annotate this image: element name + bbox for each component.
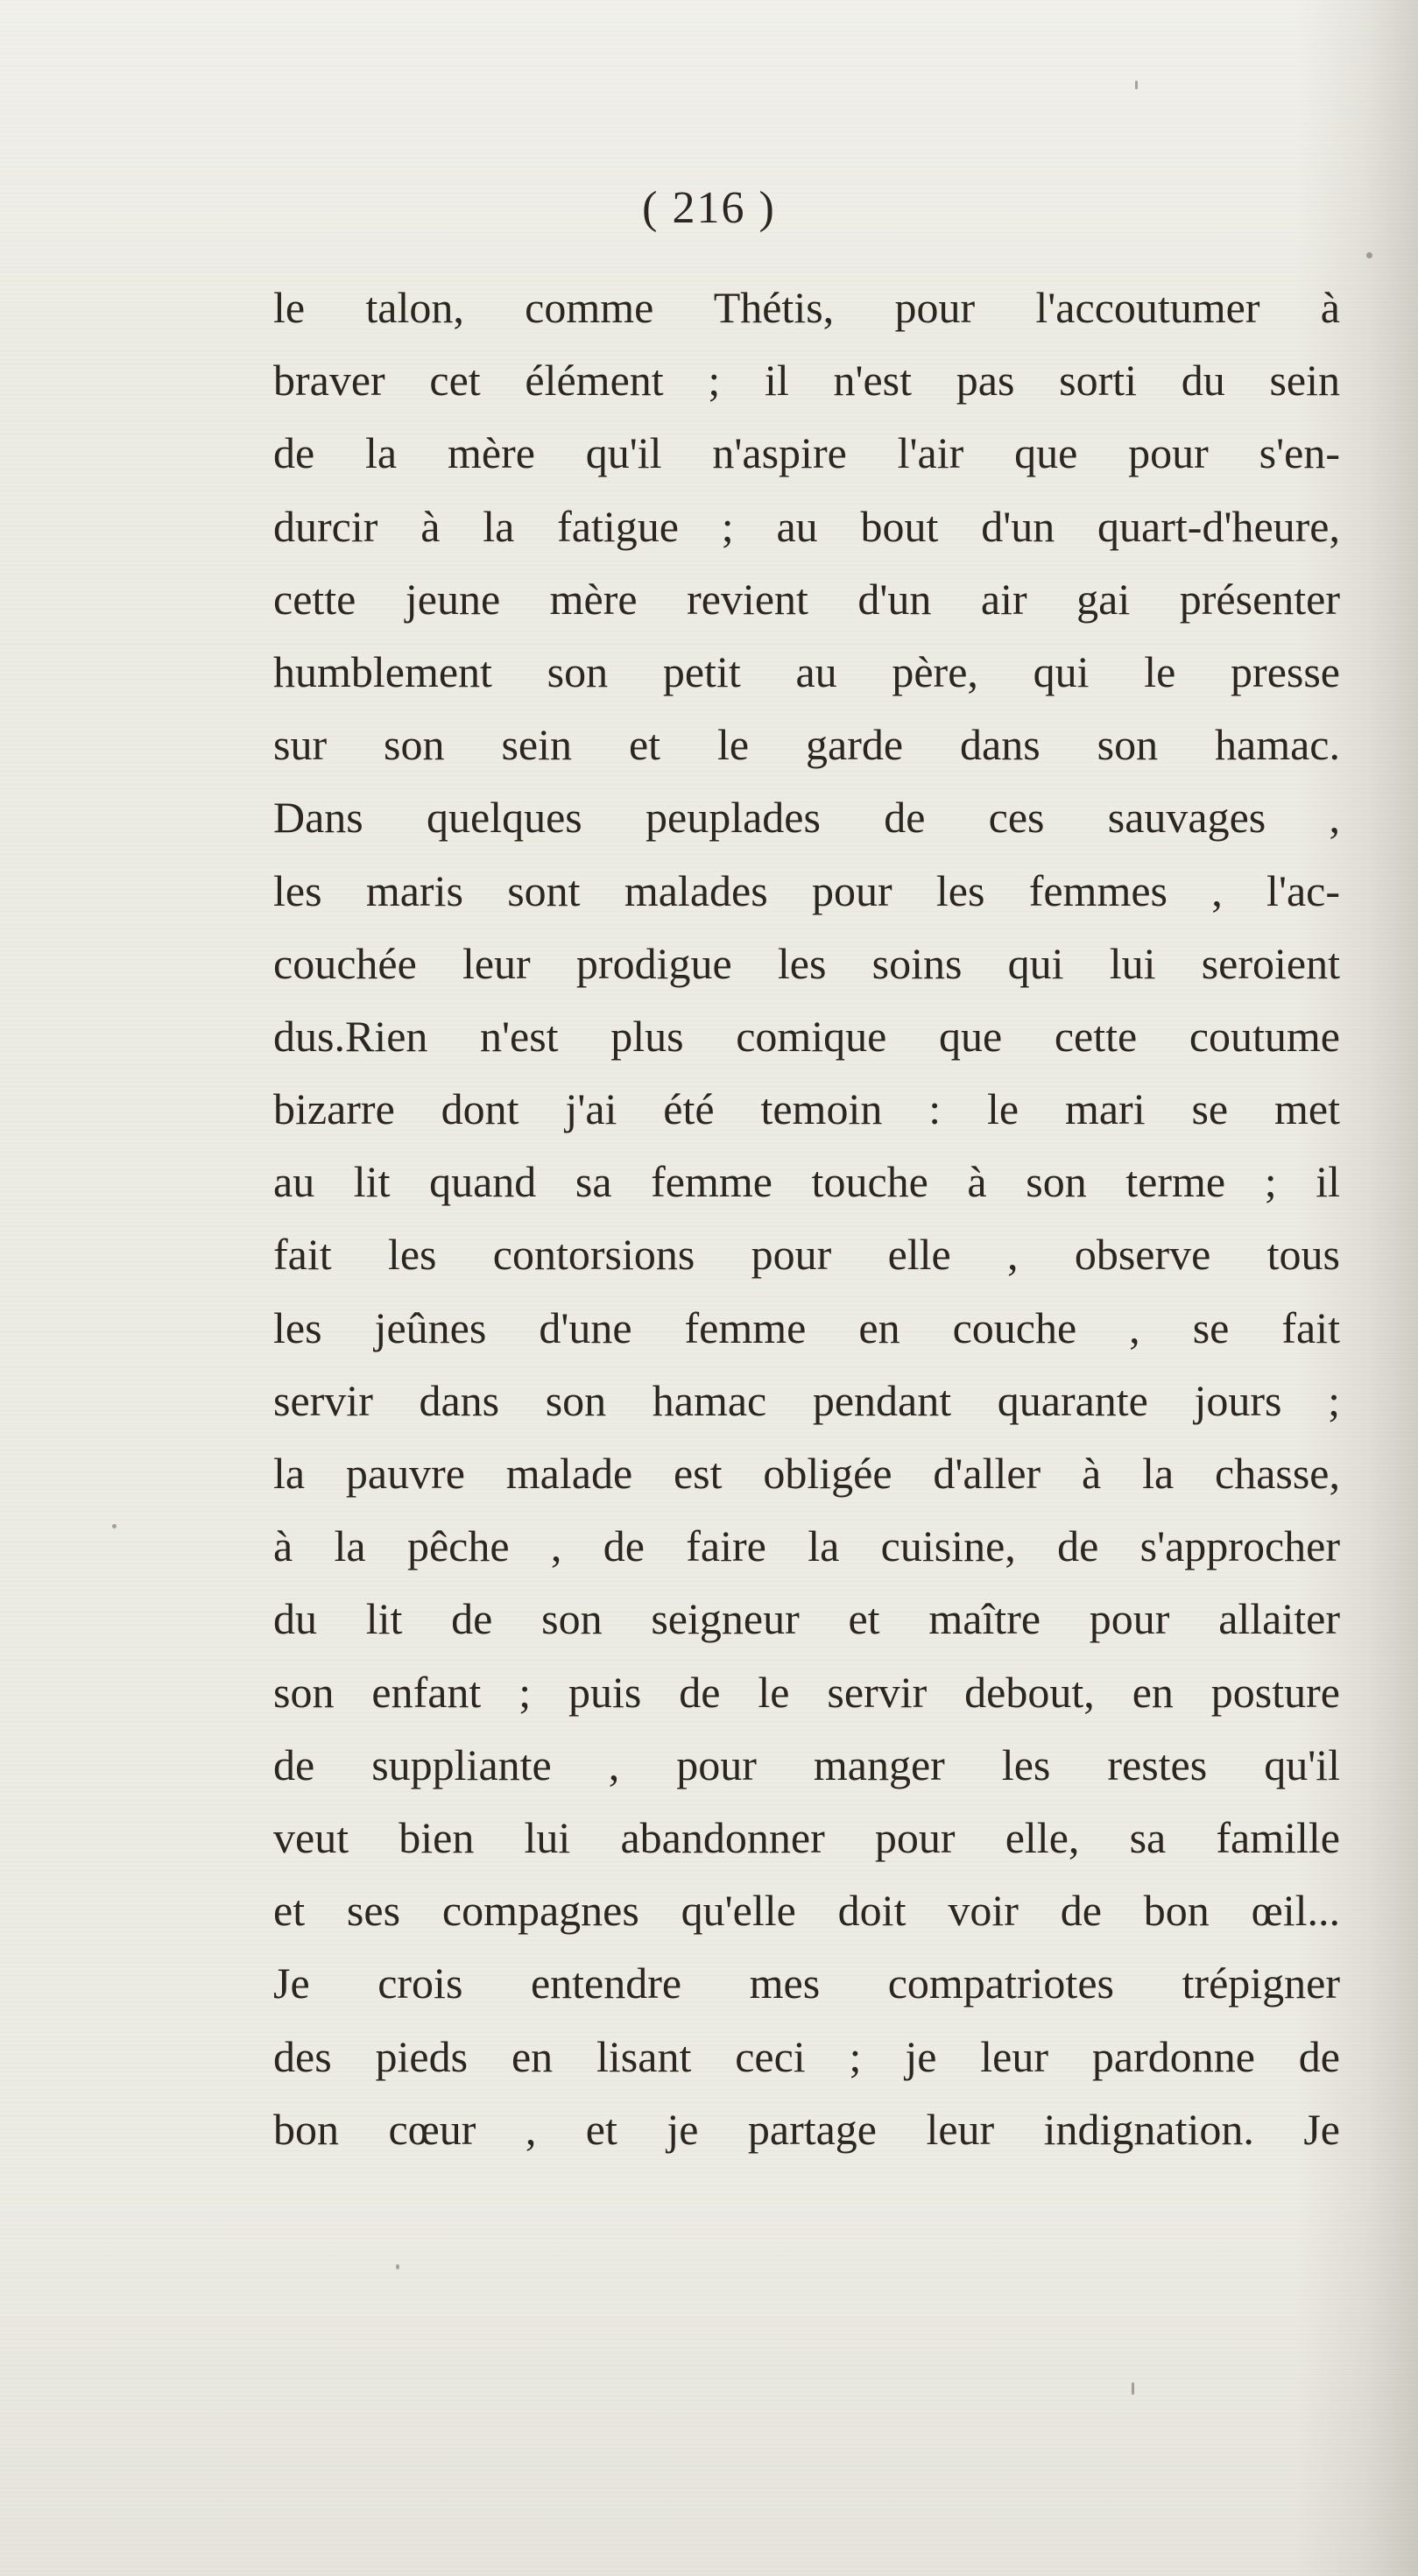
text-line: braver cet élément ; il n'est pas sorti du sein (273, 356, 1340, 406)
text-line: le talon, comme Thétis, pour l'accoutumer à (273, 283, 1340, 332)
paper-speck (112, 1524, 116, 1528)
text-line: des pieds en lisant ceci ; je leur pardonne de (273, 2031, 1340, 2081)
body-text (273, 272, 1340, 2166)
paper-speck (1366, 252, 1372, 258)
text-line: son enfant ; puis de le servir debout, en posture (273, 1667, 1340, 1717)
text-line: servir dans son hamac pendant quarante jours ; (273, 1375, 1340, 1425)
paper-speck (1132, 2382, 1134, 2395)
text-line: bon cœur , et je partage leur indignation. Je (273, 2104, 1340, 2154)
text-line: et ses compagnes qu'elle doit voir de bon œil... (273, 1886, 1340, 1936)
text-line: bizarre dont j'ai été temoin : le mari se met (273, 1084, 1340, 1134)
text-line: couchée leur prodigue les soins qui lui seroient (273, 938, 1340, 988)
text-line: veut bien lui abandonner pour elle, sa famille (273, 1812, 1340, 1862)
text-line: Je crois entendre mes compatriotes trépigner (273, 1958, 1340, 2008)
text-line: de suppliante , pour manger les restes qu'il (273, 1740, 1340, 1789)
text-line: à la pêche , de faire la cuisine, de s'approcher (273, 1521, 1340, 1571)
text-line: cette jeune mère revient d'un air gai présenter (273, 574, 1340, 624)
text-line: durcir à la fatigue ; au bout d'un quart-d'heure, (273, 501, 1340, 551)
text-line: fait les contorsions pour elle , observe tous (273, 1230, 1340, 1280)
text-line: Dans quelques peuplades de ces sauvages , (273, 793, 1340, 843)
paper-speck (1135, 81, 1138, 89)
text-line: les maris sont malades pour les femmes , l'ac- (273, 865, 1340, 915)
text-line: de la mère qu'il n'aspire l'air que pour s'en- (273, 428, 1340, 478)
text-line: la pauvre malade est obligée d'aller à la chasse, (273, 1449, 1340, 1498)
text-line: les jeûnes d'une femme en couche , se fait (273, 1302, 1340, 1352)
text-line: sur son sein et le garde dans son hamac. (273, 720, 1340, 770)
page-number: ( 216 ) (642, 183, 776, 233)
text-line: du lit de son seigneur et maître pour allaiter (273, 1594, 1340, 1644)
paper-speck (396, 2264, 399, 2269)
text-line: humblement son petit au père, qui le presse (273, 646, 1340, 696)
text-line: au lit quand sa femme touche à son terme ; il (273, 1157, 1340, 1207)
text-line: dus.Rien n'est plus comique que cette coutume (273, 1011, 1340, 1061)
